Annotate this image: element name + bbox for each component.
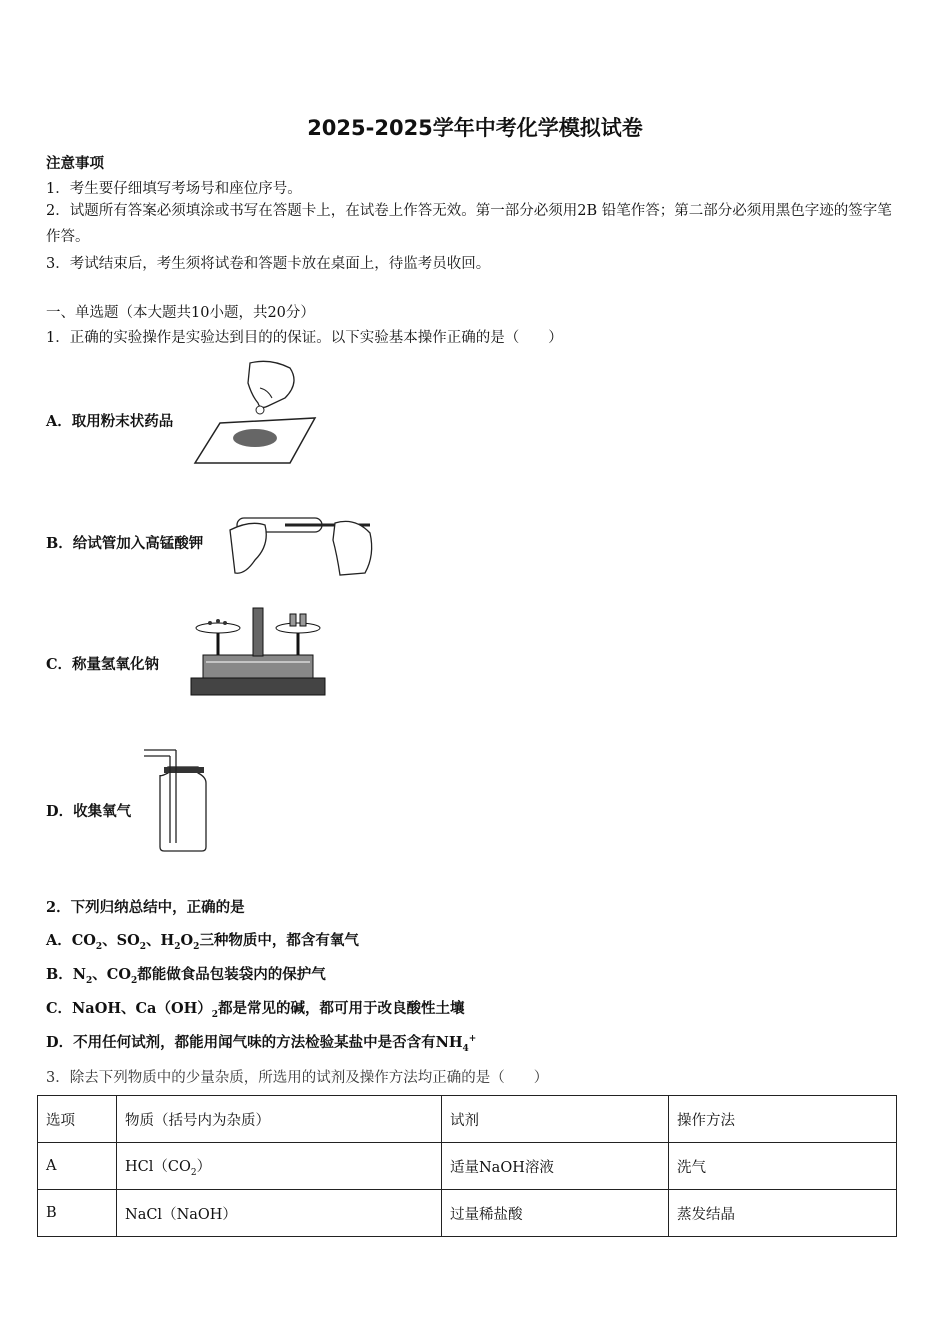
table-header-row [38,1096,897,1143]
gas-collection-bottle-illustration [140,745,212,855]
notice-item-2: 2．试题所有答案必须填涂或书写在答题卡上，在试卷上作答无效。第一部分必须用2B 铅笔作答；第二部分必须用黑色字迹的签字笔作答。 [46,203,892,245]
section-heading: 一、单选题（本大题共10小题，共20分） [46,305,315,321]
notice-heading: 注意事项 [46,155,104,172]
q2-option-b: B．$N_2$、$CO_2$都能做食品包装袋内的保护气 [46,966,326,986]
q1-option-a: A．取用粉末状药品 [46,413,174,430]
header-cell: 操作方法 [669,1096,897,1143]
notice-item-3: 3．考试结束后，考生须将试卷和答题卡放在桌面上，待监考员收回。 [46,256,491,272]
header-cell: 试剂 [442,1096,669,1143]
table-cell: $HCl(CO_2)$ [117,1143,442,1190]
table-cell: 洗气 [669,1143,897,1190]
q2-option-c: C．NaOH、$Ca(OH)_2$都是常见的碱，都可用于改良酸性土壤 [46,1000,465,1020]
table-cell: NaCl（NaOH） [117,1190,442,1237]
table-cell: 适量NaOH溶液 [442,1143,669,1190]
table-row [38,1190,897,1237]
question-1-stem: 1．正确的实验操作是实验达到目的的保证。以下实验基本操作正确的是（ ） [46,330,563,346]
table-cell: 蒸发结晶 [669,1190,897,1237]
q1-option-c: C．称量氢氧化钠 [46,656,160,673]
powder-sampling-illustration [190,358,325,468]
table-cell: A [38,1143,117,1190]
table-row [38,1143,897,1190]
table-cell: 过量稀盐酸 [442,1190,669,1237]
q2-option-d: D．不用任何试剂，都能用闻气味的方法检验某盐中是否含有$NH_4^+$ [46,1034,477,1054]
question-3-stem: 3．除去下列物质中的少量杂质，所选用的试剂及操作方法均正确的是（ ） [46,1070,549,1086]
balance-illustration [188,600,328,698]
notice-item-1: 1．考生要仔细填写考场号和座位序号。 [46,181,302,197]
question-2-stem: 2．下列归纳总结中，正确的是 [46,899,245,916]
page-title: 2025-2025学年中考化学模拟试卷 [307,116,643,140]
table-cell: B [38,1190,117,1237]
q1-option-d: D．收集氧气 [46,803,132,820]
q3-table [37,1095,897,1237]
header-cell: 物质（括号内为杂质） [117,1096,442,1143]
q2-option-a: A．$CO_2$、$SO_2$、$H_2O_2$三种物质中，都含有氧气 [46,932,359,952]
header-cell: 选项 [38,1096,117,1143]
test-tube-filling-illustration [225,505,385,580]
q1-option-b: B．给试管加入高锰酸钾 [46,535,204,552]
